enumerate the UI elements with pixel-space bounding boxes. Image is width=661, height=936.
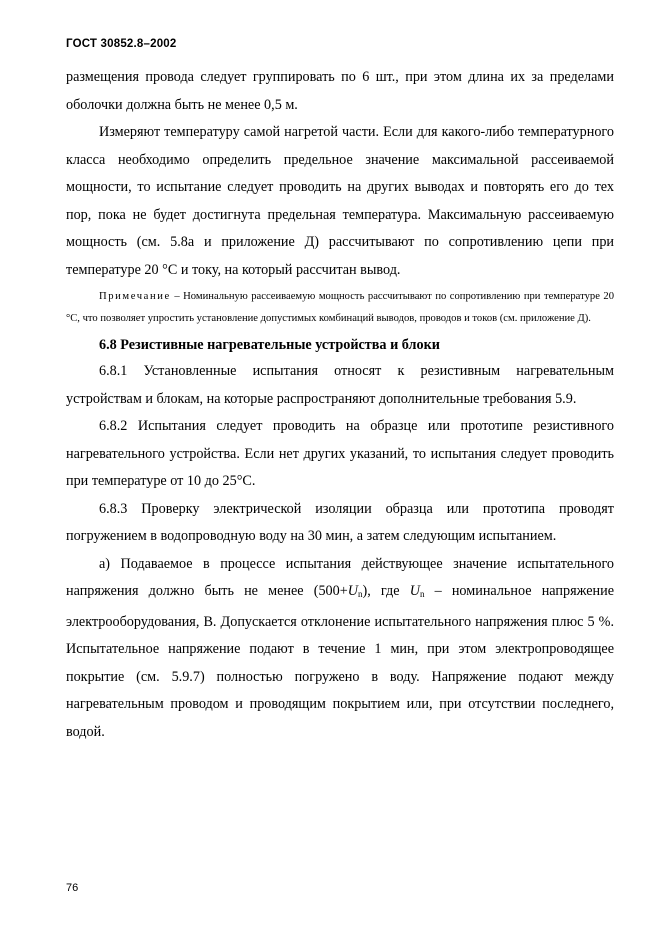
item-a-end: – номинальное напряжение электрооборудования, В. Допускается отклонение испытательного напряжения плюс 5 %. Испытательное напряжение подают в течение 1 мин, при этом электропроводящее покрытие (см. 5.9.7) полностью погружено в воду. Напряжение подают между нагревательным проводом и проводящим покрытием или, при отсутствии последнего, водой. [66, 583, 614, 740]
section-heading: 6.8 Резистивные нагревательные устройства и блоки [99, 337, 440, 353]
note-label: Примечание [99, 291, 171, 302]
paragraph-6-8-2: 6.8.2 Испытания следует проводить на образце или прототипе резистивного нагревательного устройства. Если нет других указаний, то испытания следует проводить при температуре от 10 до 25°С. [66, 418, 614, 489]
document-header: ГОСТ 30852.8–2002 [66, 38, 177, 50]
paragraph-item-a [66, 551, 614, 747]
page-number: 76 [66, 882, 79, 894]
paragraph-6-8-3: 6.8.3 Проверку электрической изоляции образца или прототипа проводят погружением в водопроводную воду на 30 мин, а затем следующим испытанием. [66, 500, 614, 544]
voltage-symbol: $U_n$ [347, 583, 363, 599]
paragraph-6-8-1: 6.8.1 Установленные испытания относят к резистивным нагревательным устройствам и блокам, на которые распространяют дополнительные требования 5.9. [66, 363, 614, 407]
note [66, 286, 614, 330]
paragraph-temperature: Измеряют температуру самой нагретой части. Если для какого-либо температурного класса необходимо определить предельное значение максимальной рассеиваемой мощности, то испытание следует проводить на других выводах и повторять его до тех пор, пока не будет достигнута предельная температура. Максимальную рассеиваемую мощность (см. 5.8а и приложение Д) рассчитывают по сопротивлению цепи при температуре 20 °С и току, на который рассчитан вывод. [66, 124, 614, 278]
document-body [66, 64, 614, 746]
item-a-mid: ), где [362, 583, 410, 599]
note-text: – Номинальную рассеиваемую мощность рассчитывают по сопротивлению при температуре 20 °С, что позволяет упростить установление допустимых комбинаций выводов, проводов и токов (см. приложение Д). [66, 291, 614, 324]
paragraph-continuation: размещения провода следует группировать по 6 шт., при этом длина их за пределами оболочки должна быть не менее 0,5 м. [66, 69, 614, 113]
voltage-symbol-2: $U_n$ [409, 583, 425, 599]
item-a-start: а) Подаваемое в процессе испытания действующее значение испытательного напряжения должно быть не менее (500+ [66, 555, 614, 599]
